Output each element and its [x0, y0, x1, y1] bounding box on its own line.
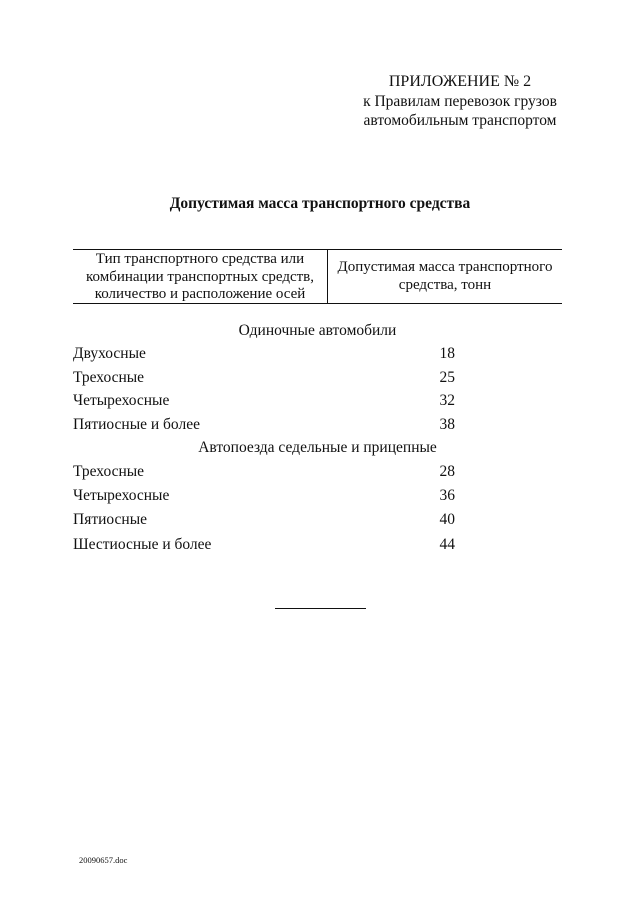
row-value: 32	[439, 392, 455, 409]
header-vehicle-type	[73, 250, 328, 303]
table-row	[73, 463, 463, 483]
row-label: Шестиосные и более	[73, 536, 212, 553]
table-row	[73, 536, 463, 556]
row-label: Четырехосные	[73, 392, 170, 409]
section-title-road-trains: Автопоезда седельные и прицепные	[198, 439, 437, 456]
table-row	[73, 487, 463, 507]
row-value: 36	[439, 487, 455, 504]
header-col1-line-2: комбинации транспортных средств,	[85, 268, 315, 285]
appendix-header	[340, 72, 580, 131]
header-col2-line-1: Допустимая масса транспортного	[337, 259, 553, 275]
row-label: Трехосные	[73, 463, 145, 480]
row-value: 28	[439, 463, 455, 480]
header-allowed-mass	[328, 250, 562, 303]
table-row	[73, 392, 463, 412]
appendix-line-2: автомобильным транспортом	[363, 112, 557, 129]
row-value: 40	[439, 511, 455, 528]
table-row	[73, 416, 463, 436]
table-row	[73, 511, 463, 531]
row-value: 25	[439, 369, 455, 386]
appendix-heading: ПРИЛОЖЕНИЕ № 2	[388, 73, 532, 90]
row-value: 44	[439, 536, 455, 553]
table-row	[73, 345, 463, 365]
row-label: Четырехосные	[73, 487, 170, 504]
table-row	[73, 369, 463, 389]
row-label: Трехосные	[73, 369, 145, 386]
header-col1-line-3: количество и расположение осей	[94, 286, 306, 302]
closing-rule	[275, 608, 366, 609]
header-col1-line-1: Тип транспортного средства или	[95, 251, 305, 267]
row-label: Пятиосные	[73, 511, 147, 528]
header-col2-line-2: средства, тонн	[398, 276, 492, 293]
document-title: Допустимая масса транспортного средства	[169, 195, 471, 212]
section-title-single-vehicles: Одиночные автомобили	[238, 322, 397, 339]
row-label: Пятиосные и более	[73, 416, 200, 433]
appendix-line-1: к Правилам перевозок грузов	[363, 92, 557, 110]
file-name-footer: 20090657.doc	[79, 855, 128, 865]
row-value: 18	[439, 345, 455, 362]
row-label: Двухосные	[73, 345, 146, 362]
row-value: 38	[439, 416, 455, 433]
table-header	[73, 249, 562, 304]
